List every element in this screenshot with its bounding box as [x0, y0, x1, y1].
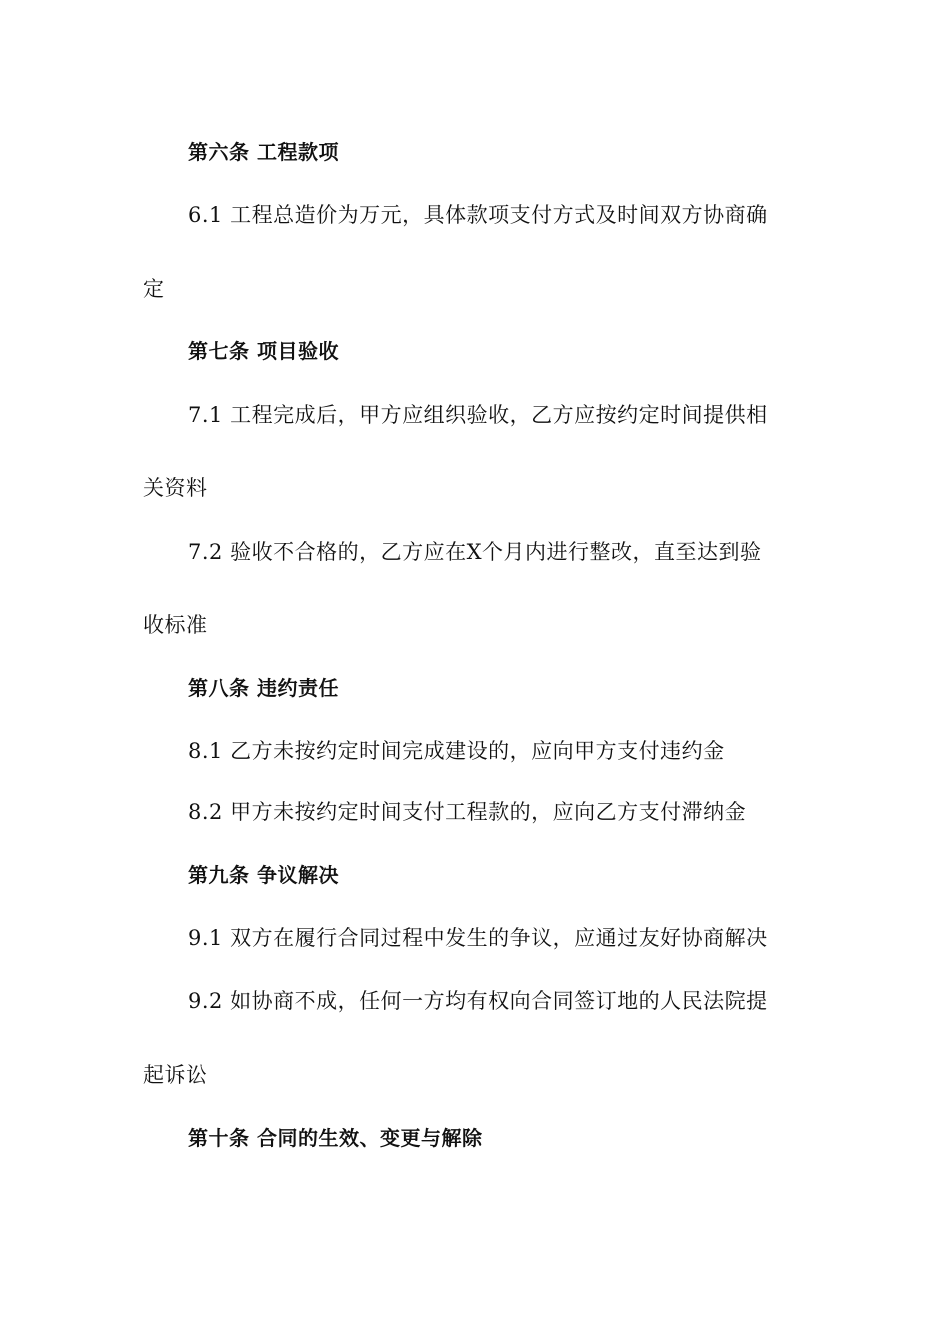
section-heading-10: 第十条 合同的生效、变更与解除 [188, 1126, 483, 1150]
clause-7-1-continuation: 关资料 [143, 476, 208, 500]
clause-6-1-continuation: 定 [143, 277, 165, 301]
clause-8-2: 8.2 甲方未按约定时间支付工程款的，应向乙方支付滞纳金 [188, 800, 747, 824]
clause-8-1: 8.1 乙方未按约定时间完成建设的，应向甲方支付违约金 [188, 739, 725, 763]
clause-9-1: 9.1 双方在履行合同过程中发生的争议，应通过友好协商解决 [188, 926, 768, 950]
clause-7-1: 7.1 工程完成后，甲方应组织验收，乙方应按约定时间提供相 [188, 403, 768, 427]
section-heading-9: 第九条 争议解决 [188, 863, 339, 887]
clause-9-2-continuation: 起诉讼 [143, 1063, 208, 1087]
clause-7-2: 7.2 验收不合格的，乙方应在X个月内进行整改，直至达到验 [188, 540, 762, 564]
section-heading-7: 第七条 项目验收 [188, 339, 339, 363]
section-heading-6: 第六条 工程款项 [188, 140, 339, 164]
section-heading-8: 第八条 违约责任 [188, 676, 339, 700]
clause-9-2: 9.2 如协商不成，任何一方均有权向合同签订地的人民法院提 [188, 989, 768, 1013]
clause-6-1: 6.1 工程总造价为万元，具体款项支付方式及时间双方协商确 [188, 203, 768, 227]
clause-7-2-continuation: 收标准 [143, 613, 208, 637]
